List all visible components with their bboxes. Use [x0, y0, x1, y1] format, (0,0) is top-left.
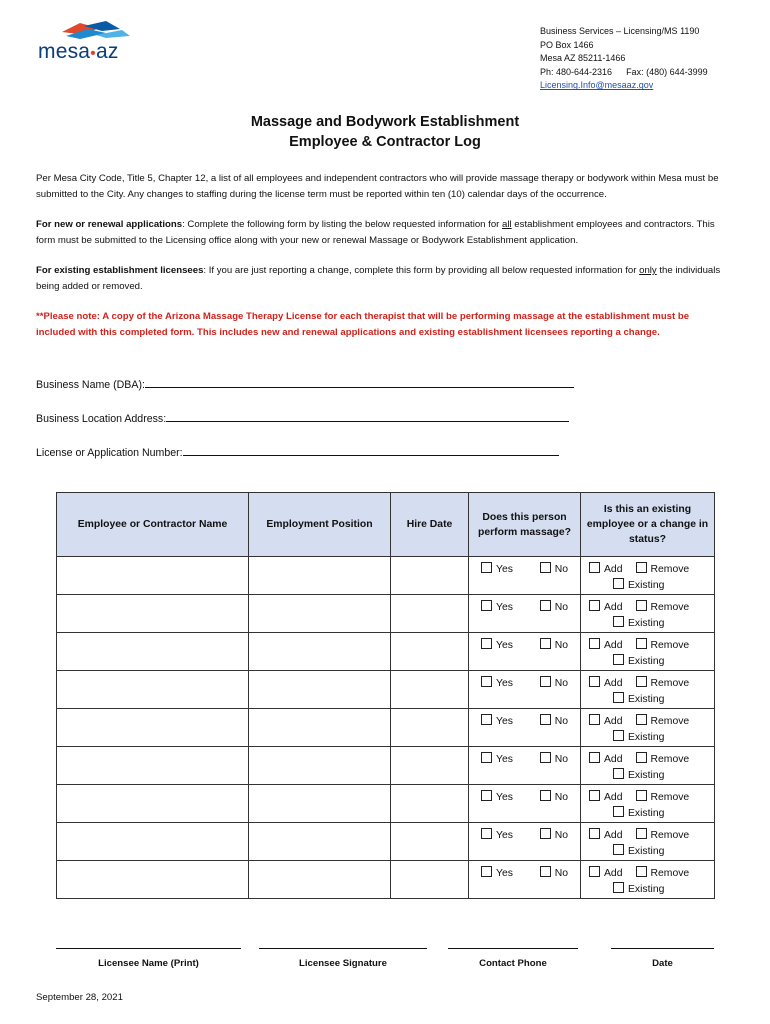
existing-option[interactable]: Existing [613, 694, 664, 705]
checkbox-icon[interactable] [636, 638, 647, 649]
yes-option[interactable]: Yes [481, 790, 513, 803]
checkbox-icon[interactable] [481, 600, 492, 611]
checkbox-icon[interactable] [636, 752, 647, 763]
checkbox-icon[interactable] [636, 676, 647, 687]
position-cell[interactable] [249, 595, 391, 633]
signature-block-signature: Licensee Signature [259, 948, 427, 969]
yes-option[interactable]: Yes [481, 828, 513, 841]
hire-date-cell[interactable] [391, 747, 469, 785]
checkbox-icon[interactable] [481, 714, 492, 725]
yes-option[interactable]: Yes [481, 714, 513, 727]
checkbox-icon[interactable] [540, 866, 551, 877]
checkbox-icon[interactable] [540, 752, 551, 763]
date-line[interactable] [611, 948, 714, 949]
name-cell[interactable] [57, 709, 249, 747]
business-name-line[interactable] [145, 376, 574, 388]
checkbox-icon[interactable] [589, 752, 600, 763]
notice-paragraph: **Please note: A copy of the Arizona Massage Therapy License for each therapist that will be performing massage at the establishment must be included with this completed form. This includes new and renewal applications and existing establishment licensees reporting a change. [36, 311, 690, 338]
email-link[interactable]: Licensing.Info@mesaaz.gov [540, 80, 654, 91]
checkbox-icon[interactable] [636, 600, 647, 611]
checkbox-icon[interactable] [481, 752, 492, 763]
table-row [57, 557, 715, 595]
checkbox-icon[interactable] [540, 638, 551, 649]
table-row [57, 709, 715, 747]
remove-option[interactable]: Remove [636, 754, 690, 765]
checkbox-icon[interactable] [589, 866, 600, 877]
table-row [57, 671, 715, 709]
logo-wordmark: mesa•az [38, 40, 119, 63]
checkbox-icon[interactable] [540, 676, 551, 687]
no-option[interactable]: No [540, 676, 568, 689]
checkbox-icon[interactable] [613, 844, 624, 855]
add-option[interactable]: Add [589, 564, 623, 575]
checkbox-icon[interactable] [540, 828, 551, 839]
hire-date-cell[interactable] [391, 861, 469, 899]
add-option[interactable]: Add [589, 602, 623, 613]
address-block [540, 25, 708, 93]
hire-date-cell[interactable] [391, 595, 469, 633]
hire-date-cell[interactable] [391, 709, 469, 747]
table-row [57, 595, 715, 633]
page-title: Massage and Bodywork Establishment Employee & Contractor Log [250, 114, 520, 150]
existing-option[interactable]: Existing [613, 846, 664, 857]
existing-option[interactable]: Existing [613, 808, 664, 819]
checkbox-icon[interactable] [636, 562, 647, 573]
no-option[interactable]: No [540, 714, 568, 727]
yes-option[interactable]: Yes [481, 752, 513, 765]
position-cell[interactable] [249, 823, 391, 861]
checkbox-icon[interactable] [613, 578, 624, 589]
position-cell[interactable] [249, 747, 391, 785]
position-cell[interactable] [249, 671, 391, 709]
checkbox-icon[interactable] [613, 730, 624, 741]
no-option[interactable]: No [540, 562, 568, 575]
existing-option[interactable]: Existing [613, 656, 664, 667]
no-option[interactable]: No [540, 600, 568, 613]
license-number-field[interactable]: License or Application Number: [36, 444, 559, 459]
massage-cell [469, 785, 581, 823]
table-row [57, 633, 715, 671]
existing-licensee-paragraph: For existing establishment licensees: If you are just reporting a change, complete this form by providing all below requested information for only the individuals being added or removed. [36, 265, 721, 292]
remove-option[interactable]: Remove [636, 868, 690, 879]
no-option[interactable]: No [540, 866, 568, 879]
position-cell[interactable] [249, 633, 391, 671]
table-row [57, 823, 715, 861]
massage-cell [469, 709, 581, 747]
footer-date: September 28, 2021 [36, 992, 123, 1003]
name-cell[interactable] [57, 861, 249, 899]
checkbox-icon[interactable] [540, 790, 551, 801]
header-hire-date: Hire Date [391, 493, 469, 557]
name-cell[interactable] [57, 557, 249, 595]
checkbox-icon[interactable] [636, 790, 647, 801]
checkbox-icon[interactable] [613, 616, 624, 627]
remove-option[interactable]: Remove [636, 716, 690, 727]
position-cell[interactable] [249, 861, 391, 899]
business-address-line[interactable] [166, 410, 569, 422]
existing-option[interactable]: Existing [613, 770, 664, 781]
checkbox-icon[interactable] [589, 638, 600, 649]
remove-option[interactable]: Remove [636, 678, 690, 689]
checkbox-icon[interactable] [589, 676, 600, 687]
phone-number: Ph: 480-644-2316 [540, 66, 613, 77]
checkbox-icon[interactable] [613, 882, 624, 893]
add-option[interactable]: Add [589, 716, 623, 727]
no-option[interactable]: No [540, 752, 568, 765]
name-cell[interactable] [57, 823, 249, 861]
checkbox-icon[interactable] [540, 714, 551, 725]
status-cell [581, 785, 715, 823]
position-cell[interactable] [249, 785, 391, 823]
checkbox-icon[interactable] [613, 806, 624, 817]
checkbox-icon[interactable] [481, 790, 492, 801]
massage-cell [469, 861, 581, 899]
signature-block-phone: Contact Phone [448, 948, 578, 969]
no-option[interactable]: No [540, 828, 568, 841]
header-position: Employment Position [249, 493, 391, 557]
remove-option[interactable]: Remove [636, 792, 690, 803]
existing-option[interactable]: Existing [613, 618, 664, 629]
name-print-line[interactable] [56, 948, 241, 949]
add-option[interactable]: Add [589, 830, 623, 841]
employee-log-table [56, 492, 715, 899]
checkbox-icon[interactable] [481, 638, 492, 649]
name-cell[interactable] [57, 595, 249, 633]
status-cell [581, 633, 715, 671]
name-cell[interactable] [57, 785, 249, 823]
hire-date-cell[interactable] [391, 785, 469, 823]
checkbox-icon[interactable] [481, 562, 492, 573]
checkbox-icon[interactable] [636, 828, 647, 839]
existing-option[interactable]: Existing [613, 732, 664, 743]
no-option[interactable]: No [540, 638, 568, 651]
checkbox-icon[interactable] [613, 768, 624, 779]
massage-cell [469, 557, 581, 595]
hire-date-cell[interactable] [391, 671, 469, 709]
massage-cell [469, 595, 581, 633]
existing-option[interactable]: Existing [613, 884, 664, 895]
name-cell[interactable] [57, 671, 249, 709]
hire-date-cell[interactable] [391, 823, 469, 861]
massage-cell [469, 633, 581, 671]
header-name: Employee or Contractor Name [57, 493, 249, 557]
status-cell [581, 747, 715, 785]
remove-option[interactable]: Remove [636, 640, 690, 651]
header-status: Is this an existing employee or a change in status? [581, 493, 715, 557]
yes-option[interactable]: Yes [481, 600, 513, 613]
signature-block-date: Date [611, 948, 714, 969]
checkbox-icon[interactable] [589, 828, 600, 839]
checkbox-icon[interactable] [589, 600, 600, 611]
name-cell[interactable] [57, 633, 249, 671]
yes-option[interactable]: Yes [481, 866, 513, 879]
yes-option[interactable]: Yes [481, 638, 513, 651]
add-option[interactable]: Add [589, 792, 623, 803]
checkbox-icon[interactable] [481, 866, 492, 877]
checkbox-icon[interactable] [540, 562, 551, 573]
status-cell [581, 861, 715, 899]
table-row [57, 785, 715, 823]
header-massage: Does this person perform massage? [469, 493, 581, 557]
hire-date-cell[interactable] [391, 557, 469, 595]
add-option[interactable]: Add [589, 754, 623, 765]
signature-line[interactable] [259, 948, 427, 949]
name-cell[interactable] [57, 747, 249, 785]
yes-option[interactable]: Yes [481, 562, 513, 575]
massage-cell [469, 747, 581, 785]
business-name-field[interactable]: Business Name (DBA): [36, 376, 574, 391]
signature-block-name: Licensee Name (Print) [56, 948, 241, 969]
yes-option[interactable]: Yes [481, 676, 513, 689]
license-number-line[interactable] [183, 444, 559, 456]
table-row [57, 861, 715, 899]
status-cell [581, 671, 715, 709]
status-cell [581, 557, 715, 595]
massage-cell [469, 671, 581, 709]
address-line: Business Services – Licensing/MS 1190 [540, 26, 700, 36]
position-cell[interactable] [249, 709, 391, 747]
phone-line[interactable] [448, 948, 578, 949]
add-option[interactable]: Add [589, 868, 623, 879]
checkbox-icon[interactable] [589, 790, 600, 801]
status-cell [581, 823, 715, 861]
add-option[interactable]: Add [589, 640, 623, 651]
checkbox-icon[interactable] [589, 562, 600, 573]
checkbox-icon[interactable] [589, 714, 600, 725]
table-row [57, 747, 715, 785]
status-cell [581, 595, 715, 633]
position-cell[interactable] [249, 557, 391, 595]
address-line: Mesa AZ 85211-1466 [540, 53, 626, 64]
remove-option[interactable]: Remove [636, 602, 690, 613]
add-option[interactable]: Add [589, 678, 623, 689]
fax-number: Fax: (480) 644-3999 [626, 66, 708, 77]
new-renewal-paragraph: For new or renewal applications: Complete the following form by listing the below requested information for all establishment employees and contractors. This form must be submitted to the Licensing office along with your new or renewal Massage or Bodywork Establishment application. [36, 219, 715, 246]
checkbox-icon[interactable] [481, 828, 492, 839]
remove-option[interactable]: Remove [636, 830, 690, 841]
remove-option[interactable]: Remove [636, 564, 690, 575]
checkbox-icon[interactable] [636, 714, 647, 725]
checkbox-icon[interactable] [540, 600, 551, 611]
checkbox-icon[interactable] [636, 866, 647, 877]
checkbox-icon[interactable] [613, 654, 624, 665]
hire-date-cell[interactable] [391, 633, 469, 671]
address-line: PO Box 1466 [540, 39, 594, 50]
existing-option[interactable]: Existing [613, 580, 664, 591]
checkbox-icon[interactable] [613, 692, 624, 703]
business-address-field[interactable]: Business Location Address: [36, 410, 569, 425]
status-cell [581, 709, 715, 747]
checkbox-icon[interactable] [481, 676, 492, 687]
intro-paragraph: Per Mesa City Code, Title 5, Chapter 12, a list of all employees and independent contractors who will provide massage therapy or bodywork within Mesa must be submitted to the City. Any changes to staffing during the license term must be reported within ten (10) calendar days of the occurrence. [36, 173, 719, 200]
massage-cell [469, 823, 581, 861]
no-option[interactable]: No [540, 790, 568, 803]
